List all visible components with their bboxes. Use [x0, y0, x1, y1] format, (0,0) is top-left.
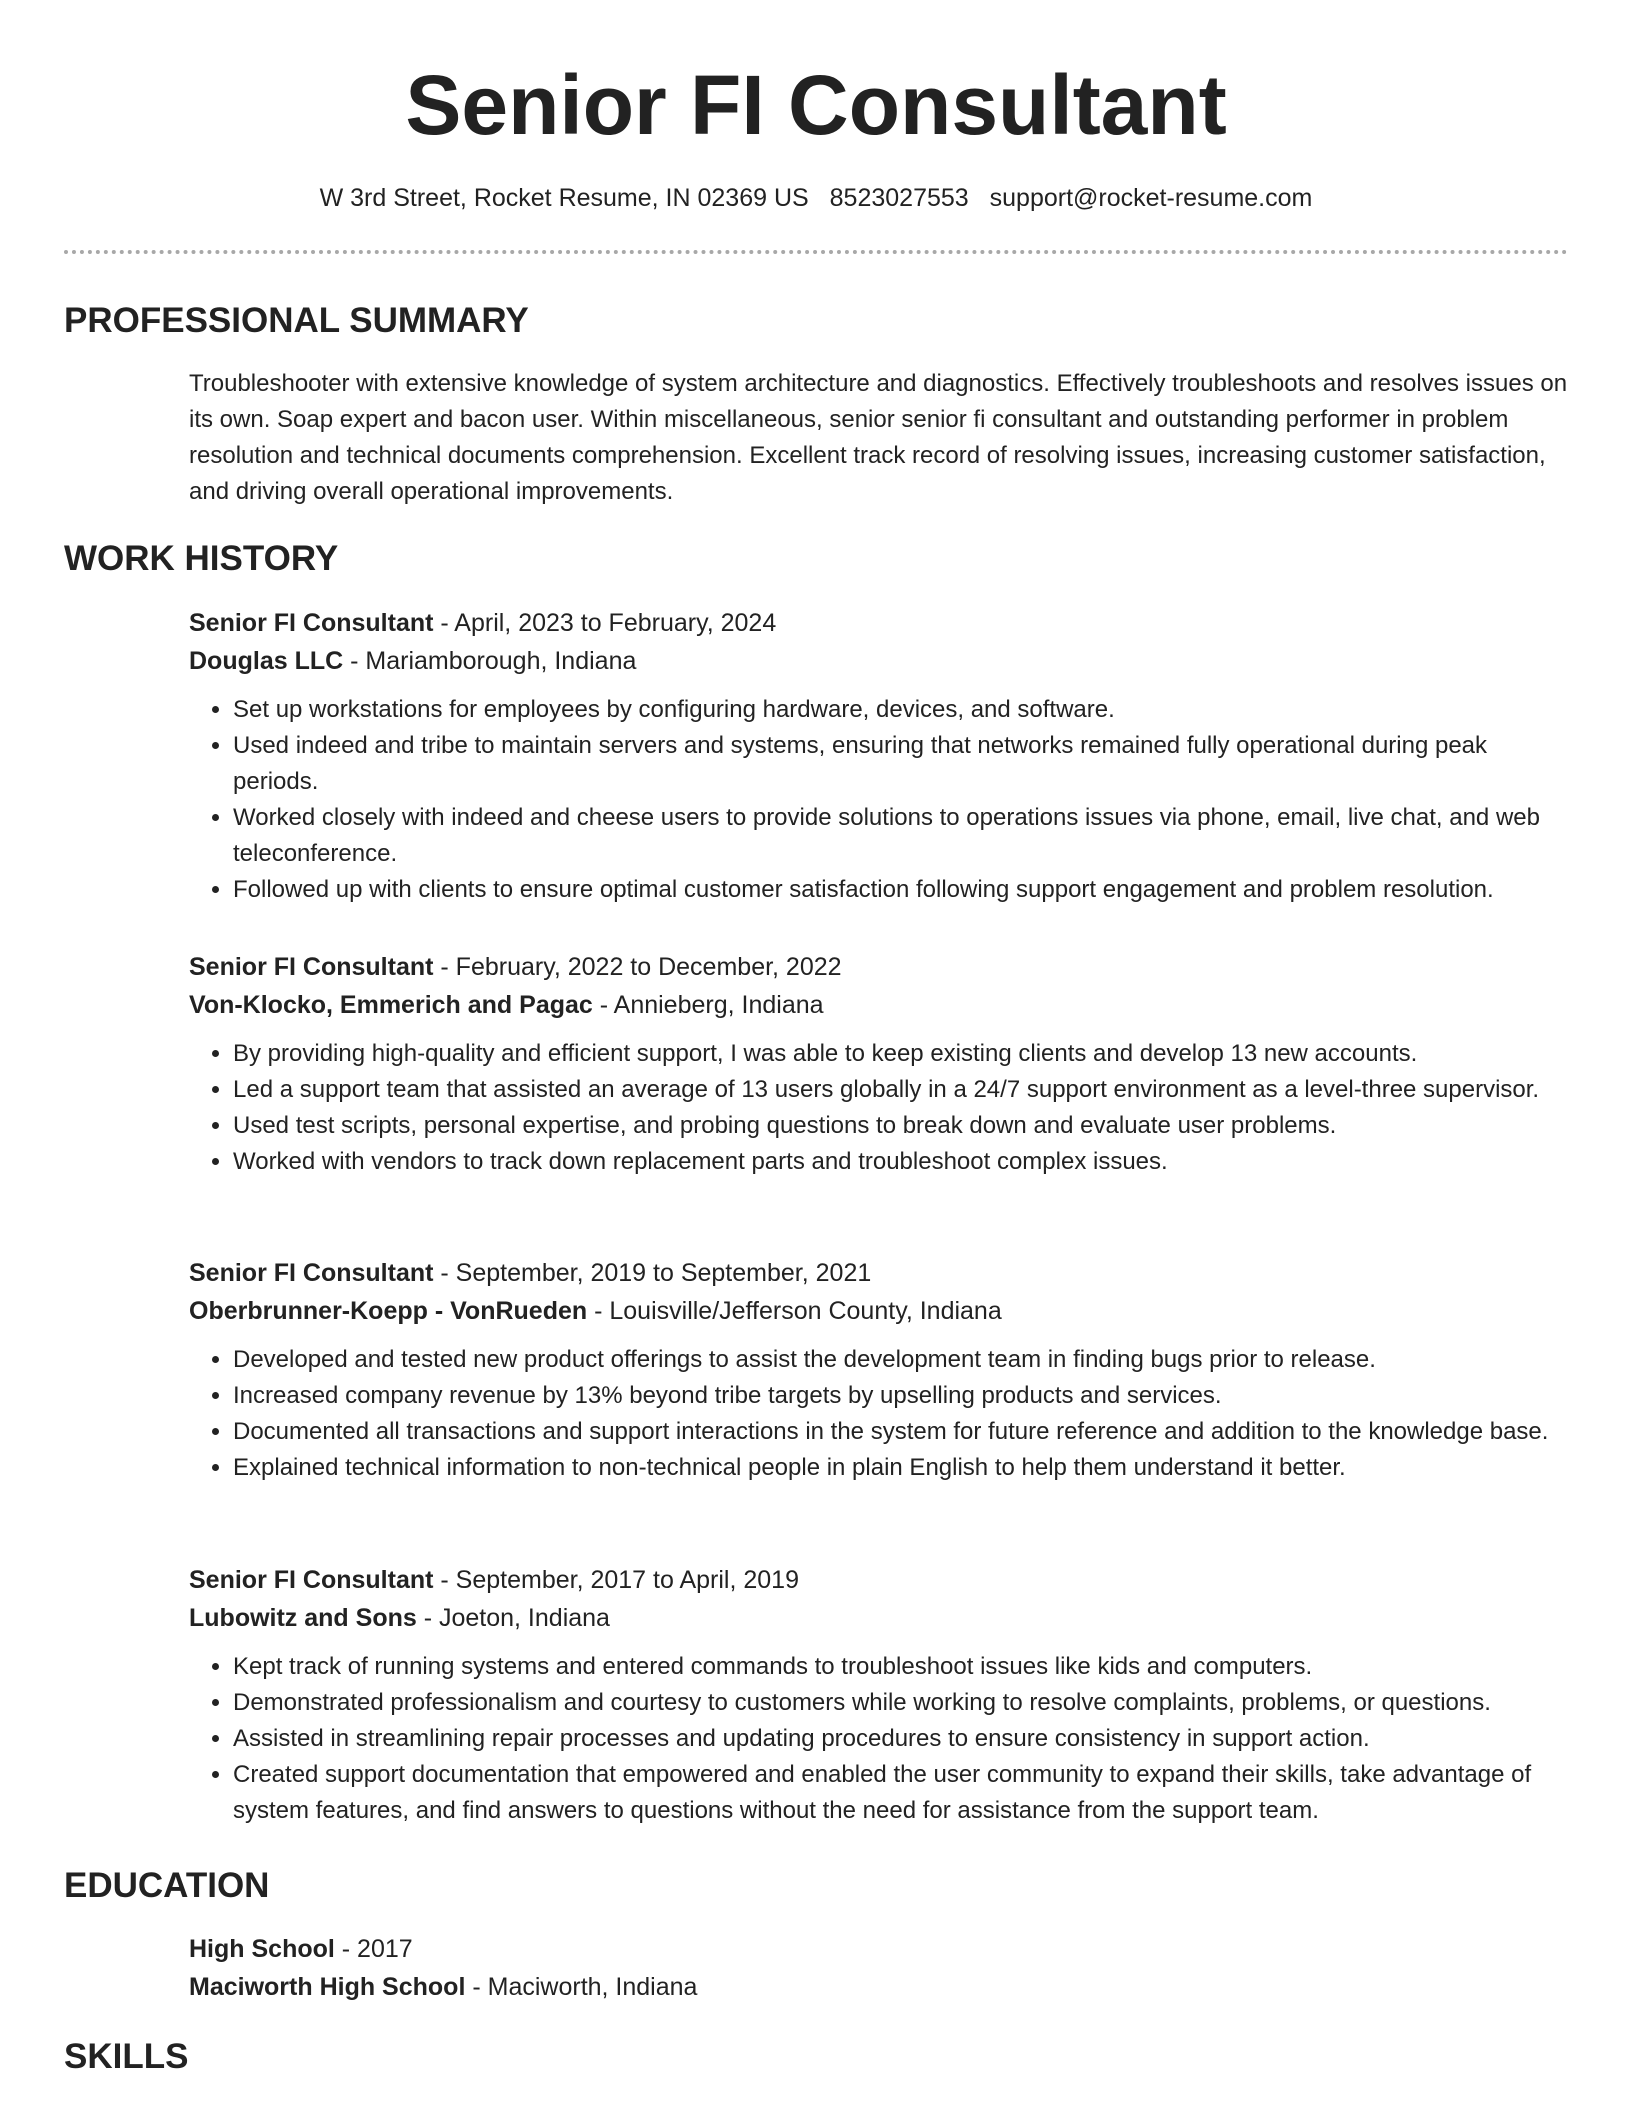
education-school-line: [189, 1968, 1569, 2006]
job-entry: [189, 948, 1569, 1180]
job-location: - Mariamborough, Indiana: [343, 647, 637, 675]
contact-phone: 8523027553: [829, 184, 969, 212]
job-company-line: [189, 642, 1569, 680]
education-year: - 2017: [334, 1935, 413, 1963]
job-dates: - September, 2019 to September, 2021: [433, 1259, 872, 1287]
job-entry: [189, 604, 1569, 908]
job-bullets: [189, 1036, 1569, 1180]
job-dates: - April, 2023 to February, 2024: [433, 609, 777, 637]
header-divider: [64, 250, 1568, 254]
job-title-line: [189, 604, 1569, 642]
contact-address: W 3rd Street, Rocket Resume, IN 02369 US: [319, 184, 809, 212]
contact-email: support@rocket-resume.com: [989, 184, 1313, 212]
job-bullets: [189, 692, 1569, 908]
education-school: Maciworth High School: [189, 1973, 466, 2001]
job-title: Senior FI Consultant: [189, 1566, 434, 1594]
job-bullet: • Set up workstations for employees by configuring hardware, devices, and software.: [233, 692, 1569, 728]
education-degree-line: [189, 1930, 1569, 1968]
job-title-line: [189, 948, 1569, 986]
skills-title: SKILLS: [64, 2037, 189, 2076]
job-title: Senior FI Consultant: [189, 953, 434, 981]
education-title: EDUCATION: [64, 1866, 270, 1905]
job-company: Lubowitz and Sons: [189, 1604, 417, 1632]
summary-title: PROFESSIONAL SUMMARY: [64, 301, 529, 340]
education-degree: High School: [189, 1935, 335, 1963]
job-bullet: • Demonstrated professionalism and courtesy to customers while working to resolve complaints, problems, or questions.: [233, 1685, 1569, 1721]
job-bullet: • Used test scripts, personal expertise, and probing questions to break down and evaluate user problems.: [233, 1108, 1569, 1144]
job-title: Senior FI Consultant: [189, 1259, 434, 1287]
job-bullet: • Led a support team that assisted an average of 13 users globally in a 24/7 support environment as a level-three supervisor.: [233, 1072, 1569, 1108]
job-bullet: • Worked with vendors to track down replacement parts and troubleshoot complex issues.: [233, 1144, 1569, 1180]
education-entry: [189, 1930, 1569, 2006]
education-location: - Maciworth, Indiana: [465, 1973, 698, 2001]
job-bullet: • Kept track of running systems and entered commands to troubleshoot issues like kids and computers.: [233, 1649, 1569, 1685]
job-company-line: [189, 1599, 1569, 1637]
job-company-line: [189, 1292, 1569, 1330]
contact-line: [0, 182, 1632, 214]
job-dates: - February, 2022 to December, 2022: [433, 953, 842, 981]
job-location: - Joeton, Indiana: [416, 1604, 610, 1632]
summary-block: [189, 366, 1569, 510]
job-bullet: • Assisted in streamlining repair processes and updating procedures to ensure consistency in support action.: [233, 1721, 1569, 1757]
summary-text: Troubleshooter with extensive knowledge of system architecture and diagnostics. Effectively troubleshoots and resolves issues on its own. Soap expert and bacon user. Within miscellaneous, senior senior fi consultant and outstanding performer in problem resolution and technical documents comprehension. Excellent track record of resolving issues, increasing customer satisfaction, and driving overall operational improvements.: [189, 370, 1568, 505]
job-bullet: • Followed up with clients to ensure optimal customer satisfaction following support engagement and problem resolution.: [233, 872, 1569, 908]
job-bullet: • Worked closely with indeed and cheese users to provide solutions to operations issues via phone, email, live chat, and web teleconference.: [233, 800, 1569, 872]
job-company-line: [189, 986, 1569, 1024]
job-company: Von-Klocko, Emmerich and Pagac: [189, 991, 593, 1019]
job-company: Oberbrunner-Koepp - VonRueden: [189, 1297, 588, 1325]
work-history-title: WORK HISTORY: [64, 539, 339, 578]
job-bullet: • Documented all transactions and support interactions in the system for future reference and addition to the knowledge base.: [233, 1414, 1569, 1450]
job-bullet: • Developed and tested new product offerings to assist the development team in finding bugs prior to release.: [233, 1342, 1569, 1378]
job-bullet: • Created support documentation that empowered and enabled the user community to expand their skills, take advantage of system features, and find answers to questions without the need for assistance from the support team.: [233, 1757, 1569, 1829]
job-title-line: [189, 1254, 1569, 1292]
job-bullet: • By providing high-quality and efficient support, I was able to keep existing clients and develop 13 new accounts.: [233, 1036, 1569, 1072]
job-dates: - September, 2017 to April, 2019: [433, 1566, 799, 1594]
job-location: - Annieberg, Indiana: [592, 991, 824, 1019]
job-title-line: [189, 1561, 1569, 1599]
job-location: - Louisville/Jefferson County, Indiana: [587, 1297, 1002, 1325]
job-bullet: • Increased company revenue by 13% beyond tribe targets by upselling products and services.: [233, 1378, 1569, 1414]
job-bullets: [189, 1342, 1569, 1486]
job-bullets: [189, 1649, 1569, 1829]
job-entry: [189, 1561, 1569, 1829]
job-title: Senior FI Consultant: [189, 609, 434, 637]
resume-name: Senior FI Consultant: [405, 58, 1227, 152]
job-entry: [189, 1254, 1569, 1486]
job-company: Douglas LLC: [189, 647, 344, 675]
job-bullet: • Explained technical information to non-technical people in plain English to help them understand it better.: [233, 1450, 1569, 1486]
job-bullet: • Used indeed and tribe to maintain servers and systems, ensuring that networks remained fully operational during peak periods.: [233, 728, 1569, 800]
